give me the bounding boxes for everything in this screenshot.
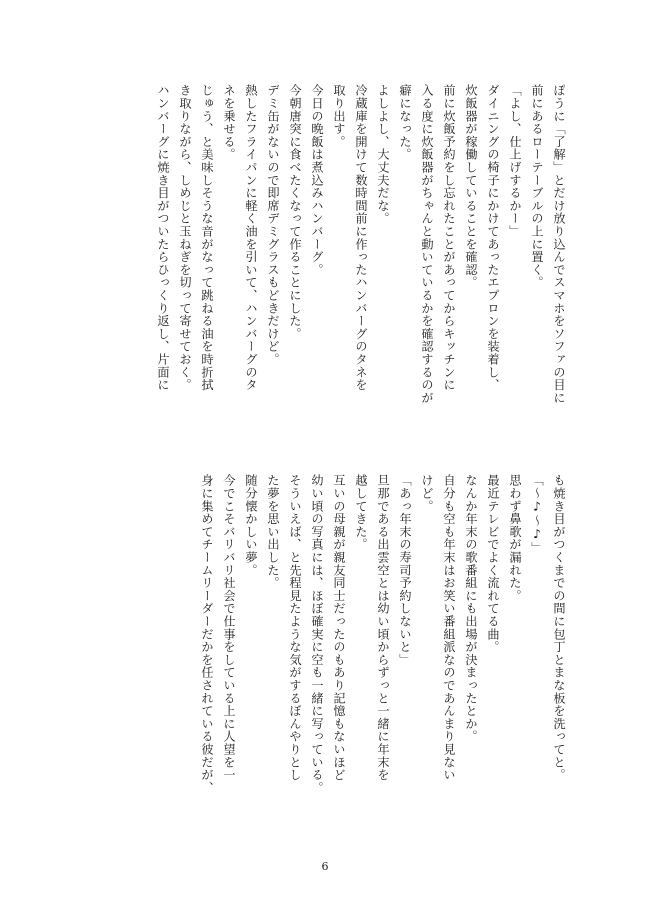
top-text-line: 「よし、仕上げするかー」 <box>508 84 522 238</box>
bottom-text-line: 「〜♪〜♪」 <box>530 474 544 555</box>
bottom-text-line: 随分懐かしい夢。 <box>244 474 258 577</box>
top-text-line: 熱したフライパンに軽く油を引いて、ハンバーグのタ <box>244 84 258 392</box>
bottom-text-line: なんか年末の歌番組にも出場が決まったとか。 <box>464 474 478 743</box>
bottom-text-line: 互いの母親が親友同士だったのもあり記憶もないほど <box>332 474 346 782</box>
top-text-line: 取り出す。 <box>332 84 346 148</box>
bottom-text-line: 幼い頃の写真には、ほぼ確実に空も一緒に写っている。 <box>310 474 324 794</box>
top-text-line: 冷蔵庫を開けて数時間前に作ったハンバーグのタネを <box>354 84 368 392</box>
top-text-line: ぽうに「了解」とだけ放り込んでスマホをソファの目に <box>552 84 566 404</box>
bottom-text-line: 自分も空も年末はお笑い番組派なのであんまり見ない <box>442 474 456 782</box>
top-text-block <box>86 84 570 444</box>
top-text-line: 前にあるローテーブルの上に置く。 <box>530 84 544 289</box>
bottom-text-line: た夢を思い出した。 <box>266 474 280 590</box>
top-text-line: 今日の晩飯は煮込みハンバーグ。 <box>310 84 324 276</box>
top-text-line: デミ缶がないので即席デミグラスもどきだけど。 <box>266 84 280 366</box>
top-text-line: じゅう、と美味しそうな音がなって跳ねる油を時折拭 <box>200 84 214 392</box>
top-text-line: よしよし、大丈夫だな。 <box>376 84 390 225</box>
top-text-line: き取りながら、しめじと玉ねぎを切って寄せておく。 <box>178 84 192 392</box>
bottom-text-block <box>86 474 570 834</box>
bottom-text-line: 「あっ年末の寿司予約しないと」 <box>398 474 412 666</box>
bottom-text-line: 旦那である出雲空とは幼い頃からずっと一緒に年末を <box>376 474 390 782</box>
bottom-text-line: そういえば、と先程見たような気がするぼんやりとし <box>288 474 302 782</box>
bottom-text-line: 今でこそバリバリ社会で仕事をしている上に人望を一 <box>222 474 236 782</box>
top-text-line: 癖になった。 <box>398 84 412 161</box>
bottom-text-line: も焼き目がつくまでの間に包丁とまな板を洗ってと。 <box>552 474 566 782</box>
bottom-text-line: 思わず鼻歌が漏れた。 <box>508 474 522 602</box>
top-text-line: ネを乗せる。 <box>222 84 236 161</box>
bottom-text-line: 身に集めてチームリーダーだかを任されている彼だが、 <box>200 474 214 794</box>
bottom-text-line: 最近テレビでよく流れてる曲。 <box>486 474 500 654</box>
top-text-line: ダイニングの椅子にかけてあったエプロンを装着し、 <box>486 84 500 392</box>
top-text-line: 今朝唐突に食べたくなって作ることにした。 <box>288 84 302 340</box>
top-text-line: 入る度に炊飯器がちゃんと動いているかを確認するのが <box>420 84 434 404</box>
page-number: 6 <box>321 860 329 873</box>
bottom-text-line: けど。 <box>420 474 434 513</box>
top-text-line: 炊飯器が稼働していることを確認。 <box>464 84 478 289</box>
top-text-line: 前に炊飯予約をし忘れたことがあってからキッチンに <box>442 84 456 392</box>
top-text-line: ハンバーグに焼き目がついたらひっくり返し、片面に <box>156 84 170 392</box>
bottom-text-line: 越してきた。 <box>354 474 368 551</box>
